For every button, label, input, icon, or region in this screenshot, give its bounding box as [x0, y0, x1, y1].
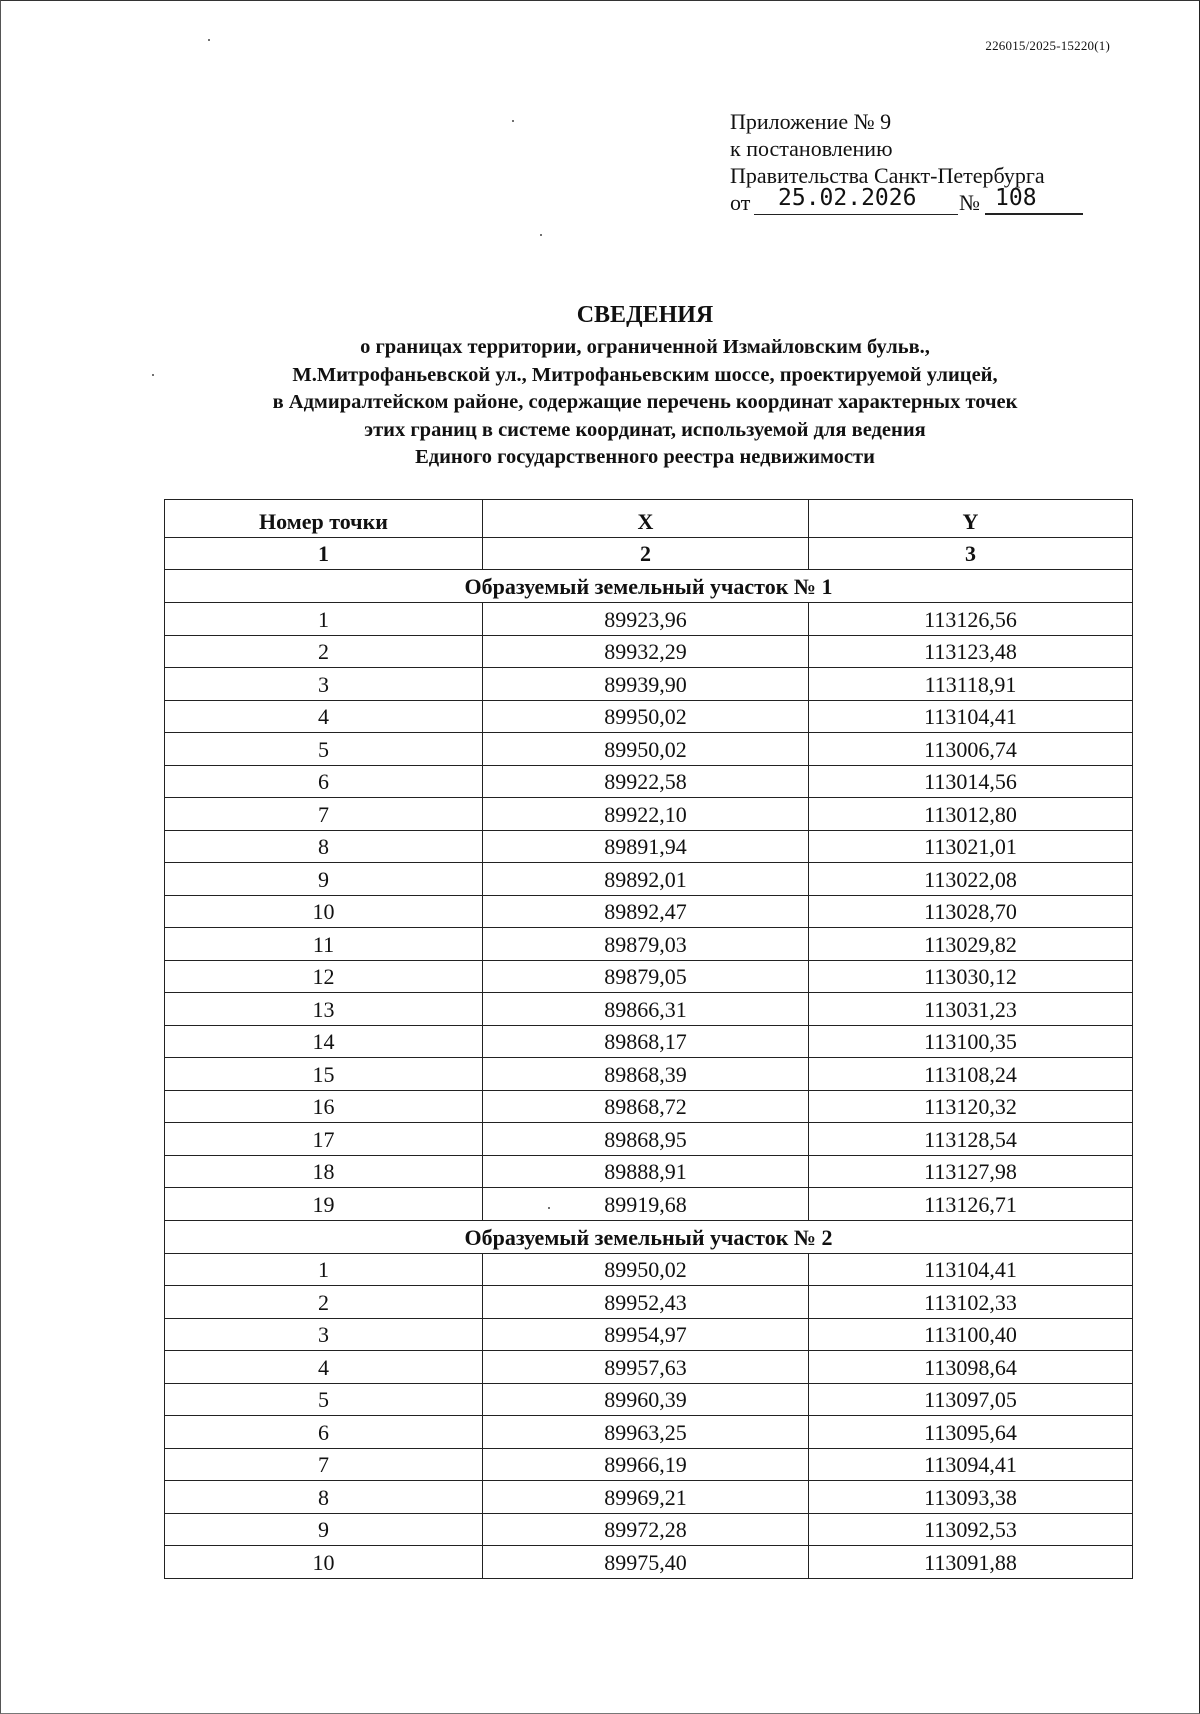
column-number: 1 — [165, 538, 483, 570]
x-coordinate-cell: 89939,90 — [483, 668, 809, 701]
x-coordinate-cell: 89866,31 — [483, 993, 809, 1026]
y-coordinate-cell: 113031,23 — [809, 993, 1133, 1026]
x-coordinate-cell: 89969,21 — [483, 1481, 809, 1514]
x-coordinate-cell: 89975,40 — [483, 1546, 809, 1579]
appendix-block — [730, 108, 1090, 219]
table-header-row — [165, 500, 1133, 538]
table-row — [165, 1155, 1133, 1188]
x-coordinate-cell: 89972,28 — [483, 1513, 809, 1546]
number-label: № — [959, 190, 980, 215]
table-row — [165, 993, 1133, 1026]
y-coordinate-cell: 113014,56 — [809, 765, 1133, 798]
point-number-cell: 8 — [165, 830, 483, 863]
point-number-cell: 3 — [165, 668, 483, 701]
appendix-number: Приложение № 9 — [730, 109, 892, 134]
subtitle-line: о границах территории, ограниченной Измайловским бульв., — [360, 336, 930, 358]
point-number-cell: 6 — [165, 765, 483, 798]
table-row — [165, 830, 1133, 863]
resolution-number: 108 — [985, 185, 1083, 215]
section-title: Образуемый земельный участок № 2 — [165, 1220, 1133, 1253]
coordinates-table — [164, 499, 1133, 1579]
table-row — [165, 1123, 1133, 1156]
point-number-cell: 6 — [165, 1416, 483, 1449]
x-coordinate-cell: 89879,05 — [483, 960, 809, 993]
table-row — [165, 960, 1133, 993]
y-coordinate-cell: 113104,41 — [809, 700, 1133, 733]
x-coordinate-cell: 89892,47 — [483, 895, 809, 928]
point-number-cell: 14 — [165, 1025, 483, 1058]
resolution-date: 25.02.2026 — [754, 185, 958, 215]
y-coordinate-cell: 113029,82 — [809, 928, 1133, 961]
point-number-cell: 7 — [165, 798, 483, 831]
x-coordinate-cell: 89950,02 — [483, 1253, 809, 1286]
x-coordinate-cell: 89868,95 — [483, 1123, 809, 1156]
table-row — [165, 1253, 1133, 1286]
table-row — [165, 765, 1133, 798]
y-coordinate-cell: 113012,80 — [809, 798, 1133, 831]
y-coordinate-cell: 113108,24 — [809, 1058, 1133, 1091]
subtitle-line: в Адмиралтейском районе, содержащие перечень координат характерных точек — [272, 391, 1018, 413]
table-row — [165, 1481, 1133, 1514]
point-number-cell: 16 — [165, 1090, 483, 1123]
table-row — [165, 1286, 1133, 1319]
table-row — [165, 1058, 1133, 1091]
table-row — [165, 1448, 1133, 1481]
scan-speck — [152, 374, 154, 376]
x-coordinate-cell: 89952,43 — [483, 1286, 809, 1319]
table-row — [165, 1351, 1133, 1384]
x-coordinate-cell: 89932,29 — [483, 635, 809, 668]
point-number-cell: 7 — [165, 1448, 483, 1481]
point-number-cell: 9 — [165, 1513, 483, 1546]
x-coordinate-cell: 89922,58 — [483, 765, 809, 798]
point-number-cell: 9 — [165, 863, 483, 896]
table-row — [165, 1513, 1133, 1546]
y-coordinate-cell: 113104,41 — [809, 1253, 1133, 1286]
y-coordinate-cell: 113091,88 — [809, 1546, 1133, 1579]
table-row — [165, 863, 1133, 896]
column-number: 3 — [809, 538, 1133, 570]
point-number-cell: 4 — [165, 700, 483, 733]
point-number-cell: 2 — [165, 1286, 483, 1319]
column-numbering-row — [165, 538, 1133, 570]
point-number-cell: 10 — [165, 895, 483, 928]
table-row — [165, 1546, 1133, 1579]
y-coordinate-cell: 113098,64 — [809, 1351, 1133, 1384]
y-coordinate-cell: 113006,74 — [809, 733, 1133, 766]
x-coordinate-cell: 89963,25 — [483, 1416, 809, 1449]
table-row — [165, 1025, 1133, 1058]
point-number-cell: 17 — [165, 1123, 483, 1156]
x-coordinate-cell: 89879,03 — [483, 928, 809, 961]
x-coordinate-cell: 89919,68 — [483, 1188, 809, 1221]
point-number-cell: 3 — [165, 1318, 483, 1351]
section-row — [165, 570, 1133, 603]
point-number-cell: 11 — [165, 928, 483, 961]
x-coordinate-cell: 89960,39 — [483, 1383, 809, 1416]
point-number-cell: 19 — [165, 1188, 483, 1221]
point-number-cell: 1 — [165, 1253, 483, 1286]
y-coordinate-cell: 113021,01 — [809, 830, 1133, 863]
subtitle-line: Единого государственного реестра недвижимости — [415, 446, 875, 468]
y-coordinate-cell: 113095,64 — [809, 1416, 1133, 1449]
x-coordinate-cell: 89892,01 — [483, 863, 809, 896]
x-coordinate-cell: 89891,94 — [483, 830, 809, 863]
y-coordinate-cell: 113128,54 — [809, 1123, 1133, 1156]
from-label: от — [730, 190, 751, 215]
point-number-cell: 4 — [165, 1351, 483, 1384]
appendix-date-line — [730, 185, 1090, 219]
point-number-cell: 2 — [165, 635, 483, 668]
y-coordinate-cell: 113123,48 — [809, 635, 1133, 668]
document-subtitle — [180, 334, 1110, 472]
x-coordinate-cell: 89922,10 — [483, 798, 809, 831]
table-row — [165, 1383, 1133, 1416]
y-coordinate-cell: 113028,70 — [809, 895, 1133, 928]
point-number-cell: 12 — [165, 960, 483, 993]
y-coordinate-cell: 113093,38 — [809, 1481, 1133, 1514]
point-number-cell: 15 — [165, 1058, 483, 1091]
header-point-number: Номер точки — [165, 500, 483, 538]
y-coordinate-cell: 113102,33 — [809, 1286, 1133, 1319]
y-coordinate-cell: 113097,05 — [809, 1383, 1133, 1416]
header-x: X — [483, 500, 809, 538]
point-number-cell: 10 — [165, 1546, 483, 1579]
x-coordinate-cell: 89950,02 — [483, 733, 809, 766]
x-coordinate-cell: 89868,72 — [483, 1090, 809, 1123]
table-row — [165, 1188, 1133, 1221]
table-row — [165, 668, 1133, 701]
table-row — [165, 1318, 1133, 1351]
y-coordinate-cell: 113022,08 — [809, 863, 1133, 896]
table-row — [165, 635, 1133, 668]
point-number-cell: 13 — [165, 993, 483, 1026]
appendix-resolution: к постановлению — [730, 136, 893, 161]
table-row — [165, 798, 1133, 831]
y-coordinate-cell: 113126,71 — [809, 1188, 1133, 1221]
y-coordinate-cell: 113094,41 — [809, 1448, 1133, 1481]
x-coordinate-cell: 89950,02 — [483, 700, 809, 733]
y-coordinate-cell: 113100,35 — [809, 1025, 1133, 1058]
y-coordinate-cell: 113118,91 — [809, 668, 1133, 701]
table-row — [165, 700, 1133, 733]
y-coordinate-cell: 113120,32 — [809, 1090, 1133, 1123]
point-number-cell: 5 — [165, 1383, 483, 1416]
point-number-cell: 5 — [165, 733, 483, 766]
y-coordinate-cell: 113092,53 — [809, 1513, 1133, 1546]
scan-speck — [208, 39, 210, 41]
y-coordinate-cell: 113127,98 — [809, 1155, 1133, 1188]
scan-speck — [512, 120, 514, 122]
table-row — [165, 928, 1133, 961]
scan-speck — [548, 1207, 550, 1209]
table-row — [165, 733, 1133, 766]
y-coordinate-cell: 113100,40 — [809, 1318, 1133, 1351]
header-y: Y — [809, 500, 1133, 538]
column-number: 2 — [483, 538, 809, 570]
scan-speck — [540, 234, 542, 236]
point-number-cell: 8 — [165, 1481, 483, 1514]
section-title: Образуемый земельный участок № 1 — [165, 570, 1133, 603]
section-row — [165, 1220, 1133, 1253]
x-coordinate-cell: 89888,91 — [483, 1155, 809, 1188]
subtitle-line: этих границ в системе координат, используемой для ведения — [364, 418, 926, 441]
x-coordinate-cell: 89868,17 — [483, 1025, 809, 1058]
table-row — [165, 1090, 1133, 1123]
x-coordinate-cell: 89966,19 — [483, 1448, 809, 1481]
subtitle-line: М.Митрофаньевской ул., Митрофаньевским шоссе, проектируемой улицей, — [292, 363, 998, 386]
point-number-cell: 1 — [165, 603, 483, 636]
y-coordinate-cell: 113030,12 — [809, 960, 1133, 993]
table-row — [165, 895, 1133, 928]
table-row — [165, 603, 1133, 636]
x-coordinate-cell: 89954,97 — [483, 1318, 809, 1351]
document-id: 226015/2025-15220(1) — [985, 38, 1110, 53]
point-number-cell: 18 — [165, 1155, 483, 1188]
table-row — [165, 1416, 1133, 1449]
appendix-government: Правительства Санкт-Петербурга — [730, 163, 1045, 188]
x-coordinate-cell: 89868,39 — [483, 1058, 809, 1091]
x-coordinate-cell: 89923,96 — [483, 603, 809, 636]
x-coordinate-cell: 89957,63 — [483, 1351, 809, 1384]
document-title: СВЕДЕНИЯ — [576, 302, 714, 328]
y-coordinate-cell: 113126,56 — [809, 603, 1133, 636]
